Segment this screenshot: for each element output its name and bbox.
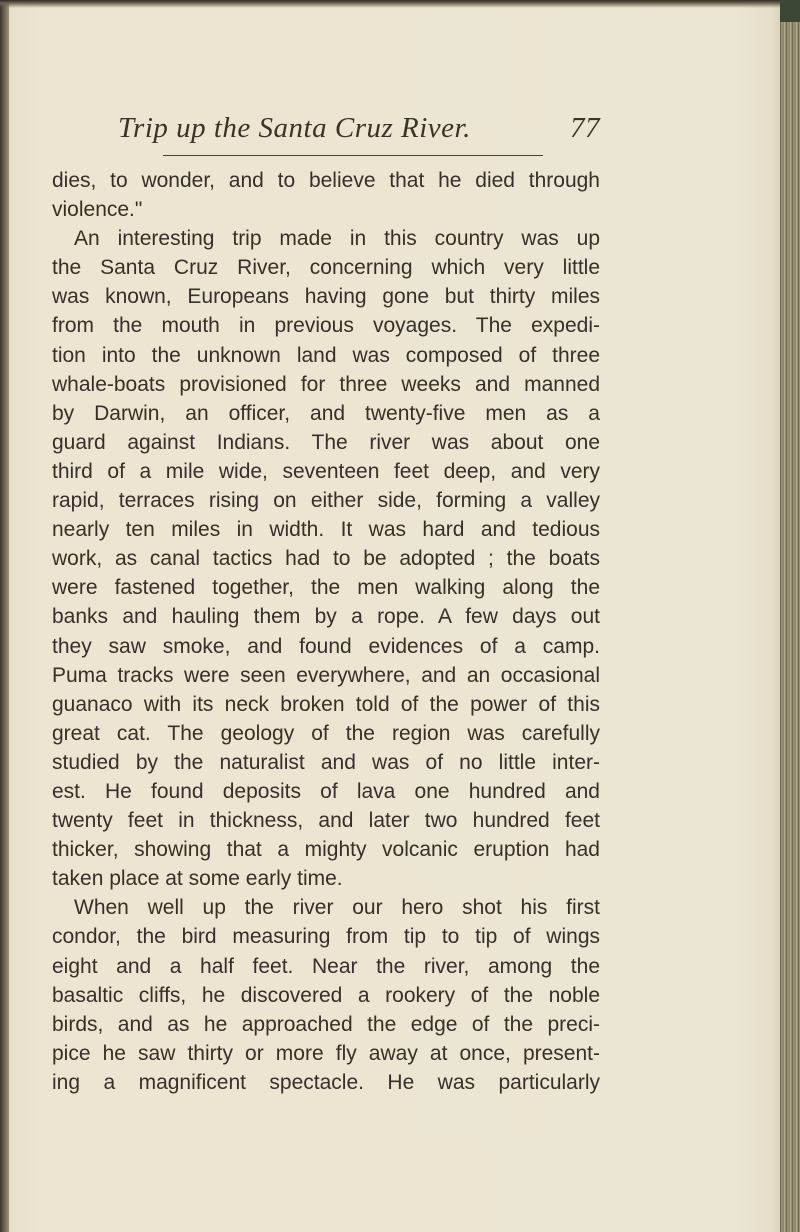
text-line: basaltic cliffs, he discovered a rookery of the noble: [52, 983, 600, 1007]
text-line: nearly ten miles in width. It was hard and tedious: [52, 518, 600, 542]
text-line: birds, and as he approached the edge of the preci-: [52, 1012, 600, 1036]
text-line: banks and hauling them by a rope. A few days out: [52, 605, 600, 629]
text-line: the Santa Cruz River, concerning which very little: [52, 256, 600, 280]
text-line: were fastened together, the men walking along the: [52, 576, 600, 600]
text-line: pice he saw thirty or more fly away at once, present-: [52, 1041, 600, 1065]
text-line: When well up the river our hero shot his first: [74, 896, 600, 920]
text-line: condor, the bird measuring from tip to tip of wings: [52, 925, 600, 949]
text-line: guanaco with its neck broken told of the power of this: [52, 692, 600, 716]
text-line: An interesting trip made in this country was up: [74, 227, 600, 251]
text-line: violence.": [52, 198, 143, 222]
text-line: ing a magnificent spectacle. He was particularly: [52, 1070, 600, 1094]
text-line: third of a mile wide, seventeen feet deep, and very: [52, 459, 600, 483]
text-line: by Darwin, an officer, and twenty-five men as a: [52, 401, 600, 425]
binding-edge: [0, 0, 9, 1232]
text-line: was known, Europeans having gone but thirty miles: [52, 285, 600, 309]
text-line: tion into the unknown land was composed of three: [52, 343, 600, 367]
text-line: rapid, terraces rising on either side, forming a valley: [52, 489, 600, 513]
running-head: [118, 112, 600, 152]
text-line: Puma tracks were seen everywhere, and an occasional: [52, 663, 600, 687]
text-line: eight and a half feet. Near the river, among the: [52, 954, 600, 978]
text-line: from the mouth in previous voyages. The expedi-: [52, 314, 600, 338]
text-line: dies, to wonder, and to believe that he died through: [52, 169, 600, 192]
body-text: [52, 166, 600, 1097]
text-line: great cat. The geology of the region was carefully: [52, 721, 600, 745]
text-line: twenty feet in thickness, and later two hundred feet: [52, 809, 600, 833]
text-line: whale-boats provisioned for three weeks and manned: [52, 372, 600, 396]
page-number: 77: [570, 112, 600, 144]
cover-corner: [780, 0, 800, 22]
text-line: taken place at some early time.: [52, 867, 343, 891]
text-line: work, as canal tactics had to be adopted ; the boats: [52, 547, 600, 571]
text-line: thicker, showing that a mighty volcanic eruption had: [52, 838, 600, 862]
top-edge-shadow: [0, 0, 780, 8]
text-line: guard against Indians. The river was about one: [52, 430, 600, 454]
running-head-title: Trip up the Santa Cruz River.: [118, 112, 471, 144]
page-stack-edge: [780, 0, 800, 1232]
text-line: they saw smoke, and found evidences of a camp.: [52, 634, 600, 658]
text-line: est. He found deposits of lava one hundred and: [52, 779, 600, 803]
header-rule: [163, 155, 543, 156]
text-line: studied by the naturalist and was of no little inter-: [52, 750, 600, 774]
